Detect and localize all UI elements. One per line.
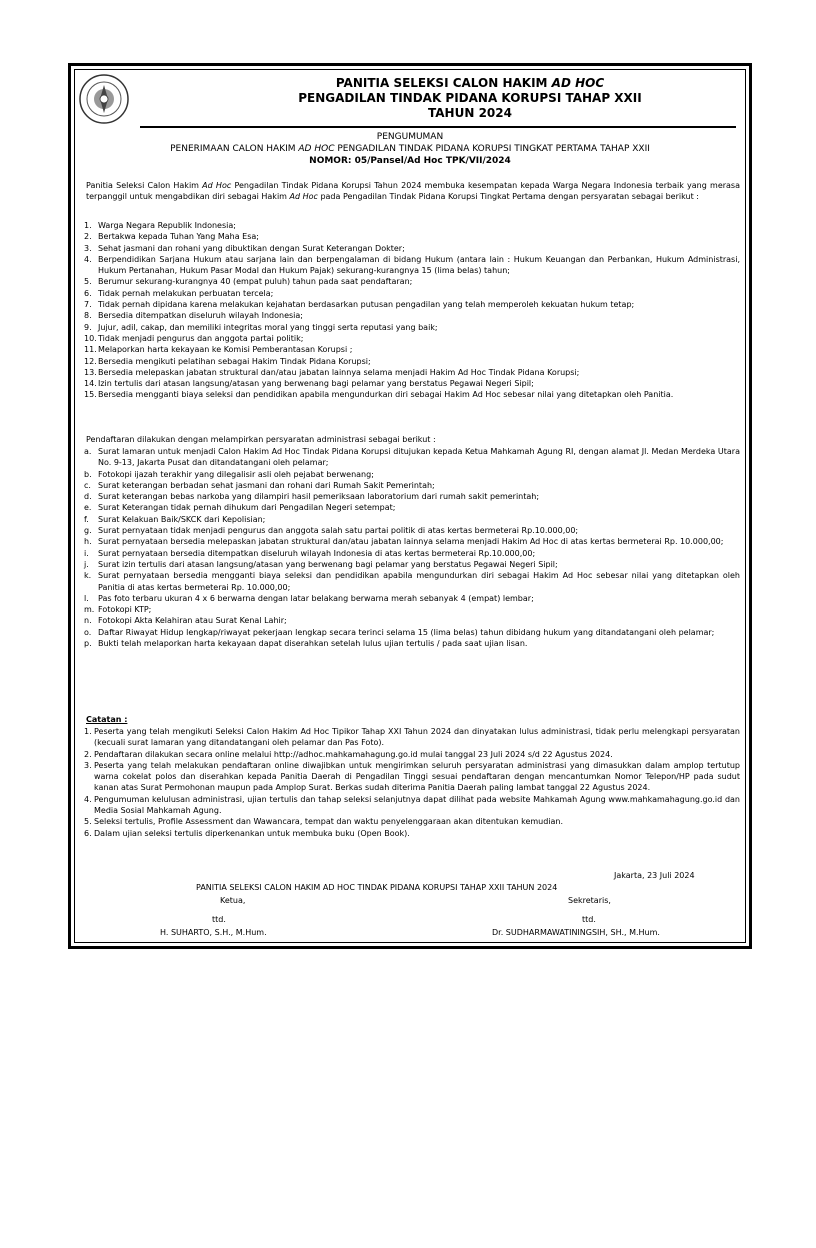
list-item xyxy=(84,525,740,536)
list-item-number: 6. xyxy=(84,288,92,298)
list-item-number: a. xyxy=(84,447,92,456)
ttd-left: ttd. xyxy=(212,915,226,924)
list-item-text: Pendaftaran dilakukan secara online melalui http://adhoc.mahkamahagung.go.id mulai tanggal 23 Juli 2024 s/d 22 Agustus 2024. xyxy=(94,749,613,759)
list-item-text: Tidak pernah dipidana karena melakukan kejahatan berdasarkan putusan pengadilan yang telah memperoleh kekuatan hukum tetap; xyxy=(98,300,635,310)
list-item xyxy=(84,322,740,333)
announcement-label: PENGUMUMAN xyxy=(376,132,444,142)
list-item xyxy=(84,344,740,355)
list-item-text: Surat pernyataan bersedia mengganti biaya seleksi dan pendidikan apabila mengundurkan diri sebagai Hakim Ad Hoc sebesar nilai yang ditetapkan oleh Panitia di atas kertas bermeterai Rp. 10.000,00; xyxy=(98,571,740,592)
list-item-number: j. xyxy=(84,559,89,569)
list-item xyxy=(84,310,740,321)
mahkamah-agung-seal-icon xyxy=(78,73,130,125)
intro-paragraph: Panitia Seleksi Calon Hakim Ad Hoc Pengadilan Tindak Pidana Korupsi Tahun 2024 membuka kesempatan kepada Warga Negara Indonesia terbaik yang merasa terpanggil untuk mengabdikan diri sebagai Hakim Ad Hoc pada Pengadilan Tindak Pidana Korupsi Tingkat Pertama dengan persyaratan sebagai berikut : xyxy=(86,181,741,202)
admin-intro: Pendaftaran dilakukan dengan melampirkan persyaratan administrasi sebagai berikut : xyxy=(86,435,436,444)
list-item-text: Bukti telah melaporkan harta kekayaan dapat diserahkan setelah lulus ujian tertulis / pada saat ujian lisan. xyxy=(98,639,528,649)
list-item-text: Bertakwa kepada Tuhan Yang Maha Esa; xyxy=(98,232,259,242)
list-item-number: k. xyxy=(84,571,92,581)
list-item-number: 3. xyxy=(84,760,92,770)
list-item-number: 10. xyxy=(84,333,97,343)
list-item-text: Bersedia mengikuti pelatihan sebagai Hakim Tindak Pidana Korupsi; xyxy=(98,356,371,366)
list-item-number: 11. xyxy=(84,345,97,355)
list-item-number: 5. xyxy=(84,277,92,287)
list-item-number: n. xyxy=(84,616,92,626)
list-item-number: i. xyxy=(84,548,89,558)
list-item-text: Surat Keterangan tidak pernah dihukum dari Pengadilan Negeri setempat; xyxy=(98,503,396,513)
list-item xyxy=(84,638,740,649)
sekretaris-name: Dr. SUDHARMAWATININGSIH, SH., M.Hum. xyxy=(492,928,660,937)
list-item-text: Surat izin tertulis dari atasan langsung/atasan yang berwenang bagi pelamar yang berstatus Pegawai Negeri Sipil; xyxy=(98,559,558,569)
list-item xyxy=(84,760,740,794)
list-item-text: Tidak menjadi pengurus dan anggota partai politik; xyxy=(98,333,304,343)
list-item-number: 4. xyxy=(84,794,92,804)
list-item-number: c. xyxy=(84,480,91,490)
committee-name: PANITIA SELEKSI CALON HAKIM AD HOC TINDAK PIDANA KORUPSI TAHAP XXII TAHUN 2024 xyxy=(196,883,558,892)
list-item xyxy=(84,446,740,469)
list-item-number: 2. xyxy=(84,232,92,242)
list-item-number: l. xyxy=(84,593,89,603)
list-item-number: f. xyxy=(84,514,89,524)
list-item xyxy=(84,299,740,310)
list-item-number: 14. xyxy=(84,379,97,389)
list-item-number: 7. xyxy=(84,300,92,310)
list-item xyxy=(84,502,740,513)
list-item-text: Pas foto terbaru ukuran 4 x 6 berwarna dengan latar belakang berwarna merah sebanyak 4 (empat) lembar; xyxy=(98,593,534,603)
list-item xyxy=(84,794,740,817)
list-item-text: Pengumuman kelulusan administrasi, ujian tertulis dan tahap seleksi selanjutnya dapat dilihat pada website Mahkamah Agung www.mahkamahagung.go.id dan Media Sosial Mahkamah Agung. xyxy=(94,794,740,816)
header-line-1: PANITIA SELEKSI CALON HAKIM AD HOC xyxy=(335,76,605,90)
list-item xyxy=(84,726,740,749)
list-item xyxy=(84,570,740,593)
list-item-text: Sehat jasmani dan rohani yang dibuktikan dengan Surat Keterangan Dokter; xyxy=(98,243,405,253)
list-item-number: 2. xyxy=(84,749,92,759)
list-item xyxy=(84,491,740,502)
list-item xyxy=(84,288,740,299)
list-item-text: Bersedia ditempatkan diseluruh wilayah Indonesia; xyxy=(98,311,303,321)
list-item-text: Dalam ujian seleksi tertulis diperkenankan untuk membuka buku (Open Book). xyxy=(94,828,410,838)
ketua-name: H. SUHARTO, S.H., M.Hum. xyxy=(160,928,267,937)
list-item xyxy=(84,389,740,400)
list-item-number: e. xyxy=(84,503,92,513)
list-item xyxy=(84,367,740,378)
list-item xyxy=(84,469,740,480)
list-item xyxy=(84,356,740,367)
list-item-text: Fotokopi Akta Kelahiran atau Surat Kenal Lahir; xyxy=(98,616,287,626)
list-item-number: 12. xyxy=(84,356,97,366)
list-item-text: Peserta yang telah melakukan pendaftaran online diwajibkan untuk mengirimkan seluruh persyaratan administrasi yang dimasukkan dalam amplop tertutup warna cokelat polos dan diserahkan kepada Panitia Daerah di Pengadilan Tinggi sesuai pendaftaran dengan mencantumkan Nomor Telepon/HP pada sudut kanan atas Surat Permohonan maupun pada Amplop Surat. Berkas sudah diterima Panitia Daerah paling lambat tanggal 22 Agustus 2024. xyxy=(94,760,740,793)
header-line-3: TAHUN 2024 xyxy=(428,106,512,120)
list-item xyxy=(84,254,740,277)
list-item-number: h. xyxy=(84,537,92,547)
list-item-number: 1. xyxy=(84,221,92,230)
requirements-list xyxy=(84,220,740,401)
list-item-text: Peserta yang telah mengikuti Seleksi Calon Hakim Ad Hoc Tipikor Tahap XXI Tahun 2024 dan dinyatakan lulus administrasi, tidak perlu melengkapi persyaratan (kecuali surat lamaran yang ditandatangani oleh pelamar dan Pas Foto). xyxy=(94,727,740,748)
list-item xyxy=(84,559,740,570)
list-item xyxy=(84,231,740,242)
list-item-text: Surat pernyataan bersedia melepaskan jabatan struktural dan/atau jabatan lainnya selama menjadi Hakim Ad Hoc di atas kertas bermeterai Rp. 10.000,00; xyxy=(98,537,724,547)
list-item-text: Surat Kelakuan Baik/SKCK dari Kepolisian; xyxy=(98,514,266,524)
ketua-label: Ketua, xyxy=(220,896,246,905)
list-item-text: Bersedia melepaskan jabatan struktural dan/atau jabatan lainnya selama menjadi Hakim Ad Hoc Tindak Pidana Korupsi; xyxy=(98,367,580,377)
list-item-number: 8. xyxy=(84,311,92,321)
list-item xyxy=(84,536,740,547)
list-item-number: 3. xyxy=(84,243,92,253)
list-item-text: Berumur sekurang-kurangnya 40 (empat puluh) tahun pada saat pendaftaran; xyxy=(98,277,413,287)
list-item-number: m. xyxy=(84,605,95,615)
list-item xyxy=(84,276,740,287)
ttd-right: ttd. xyxy=(582,915,596,924)
list-item xyxy=(84,243,740,254)
sekretaris-label: Sekretaris, xyxy=(568,896,611,905)
list-item-number: 9. xyxy=(84,322,92,332)
list-item-number: 15. xyxy=(84,390,97,400)
list-item xyxy=(84,615,740,626)
list-item xyxy=(84,749,740,760)
list-item-text: Surat lamaran untuk menjadi Calon Hakim Ad Hoc Tindak Pidana Korupsi ditujukan kepada Ketua Mahkamah Agung RI, dengan alamat Jl. Medan Merdeka Utara No. 9-13, Jakarta Pusat dan ditandatangani oleh pelamar; xyxy=(98,447,740,468)
notes-list xyxy=(84,726,740,839)
header-line-2: PENGADILAN TINDAK PIDANA KORUPSI TAHAP XXII xyxy=(298,91,642,105)
list-item-number: p. xyxy=(84,639,92,649)
list-item-text: Daftar Riwayat Hidup lengkap/riwayat pekerjaan lengkap secara terinci selama 15 (lima belas) tahun dibidang hukum yang ditandatangani oleh pelamar; xyxy=(98,627,715,637)
announcement-title: PENERIMAAN CALON HAKIM AD HOC PENGADILAN TINDAK PIDANA KORUPSI TINGKAT PERTAMA TAHAP XXII xyxy=(170,144,650,154)
list-item-number: g. xyxy=(84,526,92,536)
list-item xyxy=(84,627,740,638)
list-item xyxy=(84,828,740,839)
list-item-text: Fotokopi ijazah terakhir yang dilegalisir asli oleh pejabat berwenang; xyxy=(98,469,374,479)
list-item xyxy=(84,480,740,491)
list-item-text: Fotokopi KTP; xyxy=(98,605,152,615)
announcement-number: NOMOR: 05/Pansel/Ad Hoc TPK/VII/2024 xyxy=(309,156,511,166)
documents-list xyxy=(84,446,740,649)
list-item-text: Warga Negara Republik Indonesia; xyxy=(98,221,236,230)
list-item xyxy=(84,548,740,559)
list-item xyxy=(84,514,740,525)
list-item xyxy=(84,220,740,231)
list-item xyxy=(84,604,740,615)
list-item xyxy=(84,593,740,604)
list-item-text: Bersedia mengganti biaya seleksi dan pendidikan apabila mengundurkan diri sebagai Hakim Ad Hoc sebesar nilai yang ditetapkan oleh Panitia. xyxy=(98,390,674,400)
list-item-number: b. xyxy=(84,469,92,479)
header-rule xyxy=(140,126,736,128)
list-item-text: Surat pernyataan tidak menjadi pengurus dan anggota salah satu partai politik di atas kertas bermeterai Rp.10.000,00; xyxy=(98,526,579,536)
list-item-text: Tidak pernah melakukan perbuatan tercela; xyxy=(98,288,274,298)
list-item-text: Surat pernyataan bersedia ditempatkan diseluruh wilayah Indonesia di atas kertas bermeterai Rp.10.000,00; xyxy=(98,548,536,558)
notes-title: Catatan : xyxy=(86,715,128,724)
list-item-text: Surat keterangan berbadan sehat jasmani dan rohani dari Rumah Sakit Pemerintah; xyxy=(98,480,435,490)
list-item-text: Jujur, adil, cakap, dan memiliki integritas moral yang tinggi serta reputasi yang baik; xyxy=(98,322,438,332)
place-date: Jakarta, 23 Juli 2024 xyxy=(614,871,695,880)
list-item-text: Melaporkan harta kekayaan ke Komisi Pemberantasan Korupsi ; xyxy=(98,345,353,355)
list-item xyxy=(84,333,740,344)
list-item-number: d. xyxy=(84,492,92,502)
list-item-text: Berpendidikan Sarjana Hukum atau sarjana lain dan berpengalaman di bidang Hukum (antara lain : Hukum Keuangan dan Perbankan, Hukum Administrasi, Hukum Pertanahan, Hukum Pasar Modal dan Hukum Pajak) sekurang-kurangnya 15 (lima belas) tahun; xyxy=(98,254,740,276)
list-item xyxy=(84,378,740,389)
list-item-number: 6. xyxy=(84,828,92,838)
list-item-number: 1. xyxy=(84,727,92,736)
list-item-number: o. xyxy=(84,627,92,637)
list-item-number: 4. xyxy=(84,254,92,264)
list-item-text: Izin tertulis dari atasan langsung/atasan yang berwenang bagi pelamar yang berstatus Pegawai Negeri Sipil; xyxy=(98,379,534,389)
list-item-text: Surat keterangan bebas narkoba yang dilampiri hasil pemeriksaan laboratorium dari rumah sakit pemerintah; xyxy=(98,492,540,502)
list-item-number: 5. xyxy=(84,817,92,827)
list-item-text: Seleksi tertulis, Profile Assessment dan Wawancara, tempat dan waktu penyelenggaraan akan ditentukan kemudian. xyxy=(94,817,564,827)
list-item xyxy=(84,816,740,827)
list-item-number: 13. xyxy=(84,367,97,377)
